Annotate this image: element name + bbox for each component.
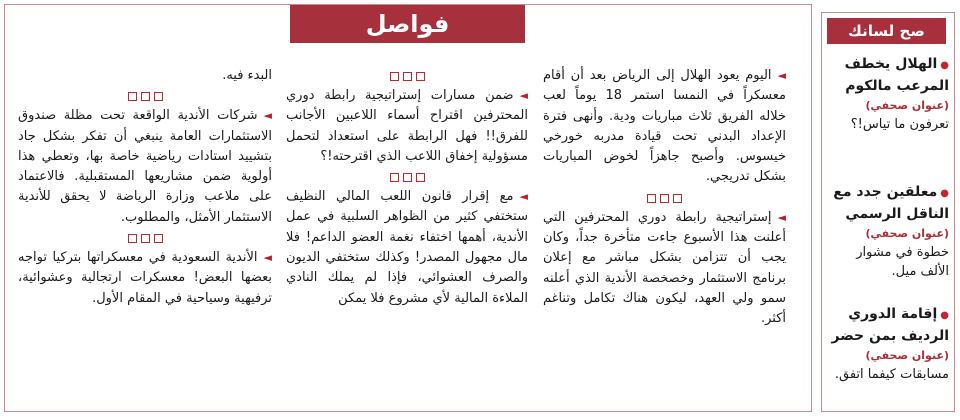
column-paragraph: ◄الأندية السعودية في معسكراتها بتركيا تواجه بعضها البعض! معسكرات ارتجالية وعشوائية، ترفيهية وسياحية في المقام الأول. (18, 250, 272, 306)
separator-squares (18, 228, 272, 248)
article-column-1 (543, 66, 786, 330)
column-paragraph: ◄مع إقرار قانون اللعب المالي النظيف ستختفي كثير من الظواهر السلبية في عمل الأندية، أهمها اختفاء نغمة العضو الداعم! فلا مال مجهول المصدر! وكذلك ستختفي الديون والصرف العشوائي، فإذا لم يملك النادي الملاءة المالية لأي مشروع فلا يمكن (286, 189, 528, 306)
column-paragraph: ◄ضمن مسارات إستراتيجية رابطة دوري المحترفين اقتراح أسماء اللاعبين الأجانب للفرق!! فهل الرابطة على استعداد لتحمل مسؤولية إخفاق اللاعب الذي اقترحته!؟ (286, 88, 528, 164)
article-column-3 (18, 66, 272, 309)
side-item (829, 304, 949, 384)
column-paragraph: ◄اليوم يعود الهلال إلى الرياض بعد أن أقام معسكراً في النمسا استمر 18 يوماً لعب خلاله الفريق ثلاث مباريات ودية. وأنهى فترة الإعداد البدني تحت قيادة مدربه خورخي خيسوس. وأصبح جاهزاً لخوض المباريات بشكل تدريجي. (543, 68, 786, 185)
side-item-text: مسابقات كيفما اتفق. (834, 367, 949, 382)
arrow-icon: ◄ (777, 69, 786, 82)
bullet-icon: ● (940, 310, 949, 321)
side-item-label: (عنوان صحفي) (865, 99, 949, 112)
side-item-title: ●معلقين جدد مع الناقل الرسمي (833, 184, 949, 222)
arrow-icon: ◄ (263, 251, 272, 265)
separator-squares (18, 86, 272, 106)
side-banner: صح لسانك (827, 18, 946, 44)
side-item-label: (عنوان صحفي) (865, 349, 949, 362)
bullet-icon: ● (940, 188, 949, 199)
separator-squares (286, 167, 528, 187)
arrow-icon: ◄ (263, 109, 272, 123)
arrow-icon: ◄ (777, 210, 786, 224)
article-column-2 (286, 66, 528, 309)
side-item-title: ●الهلال يخطف المرعب مالكوم (844, 56, 949, 94)
section-banner: فواصل (290, 5, 525, 43)
column-paragraph: ◄إستراتيجية رابطة دوري المحترفين التي أعلنت هذا الأسبوع جاءت متأخرة جداً، وكان يجب أن تتزامن بشكل مباشر مع إعلان برنامج الاستثمار وخصخصة الأندية الذي أعلنه سمو ولي العهد، ليكون هناك تكامل وتناغم أكثر. (543, 209, 786, 327)
separator-squares (543, 188, 786, 208)
bullet-icon: ● (940, 60, 949, 71)
column-lead-text: البدء فيه. (222, 68, 272, 83)
side-item-text: تعرفون ما تياس!؟ (850, 117, 949, 132)
side-item-title: ●إقامة الدوري الرديف بمن حضر (831, 306, 949, 344)
arrow-icon: ◄ (519, 89, 528, 102)
side-item-text: خطوة في مشوار الألف ميل. (856, 245, 949, 279)
side-item-label: (عنوان صحفي) (865, 227, 949, 240)
arrow-icon: ◄ (519, 190, 528, 204)
column-paragraph: ◄شركات الأندية الواقعة تحت مظلة صندوق الاستثمارات العامة ينبغي أن تفكر بشكل جاد بتشييد استادات رياضية خاصة بها، وتعطي هذا أولوية ضمن مشاريعها المستقبلية. فالاعتماد على ملاعب وزارة الرياضة لا يحقق للأندية الاستثمار الأمثل، والمطلوب. (18, 108, 272, 225)
separator-squares (286, 66, 528, 86)
side-item (829, 182, 949, 281)
side-item (829, 54, 949, 134)
